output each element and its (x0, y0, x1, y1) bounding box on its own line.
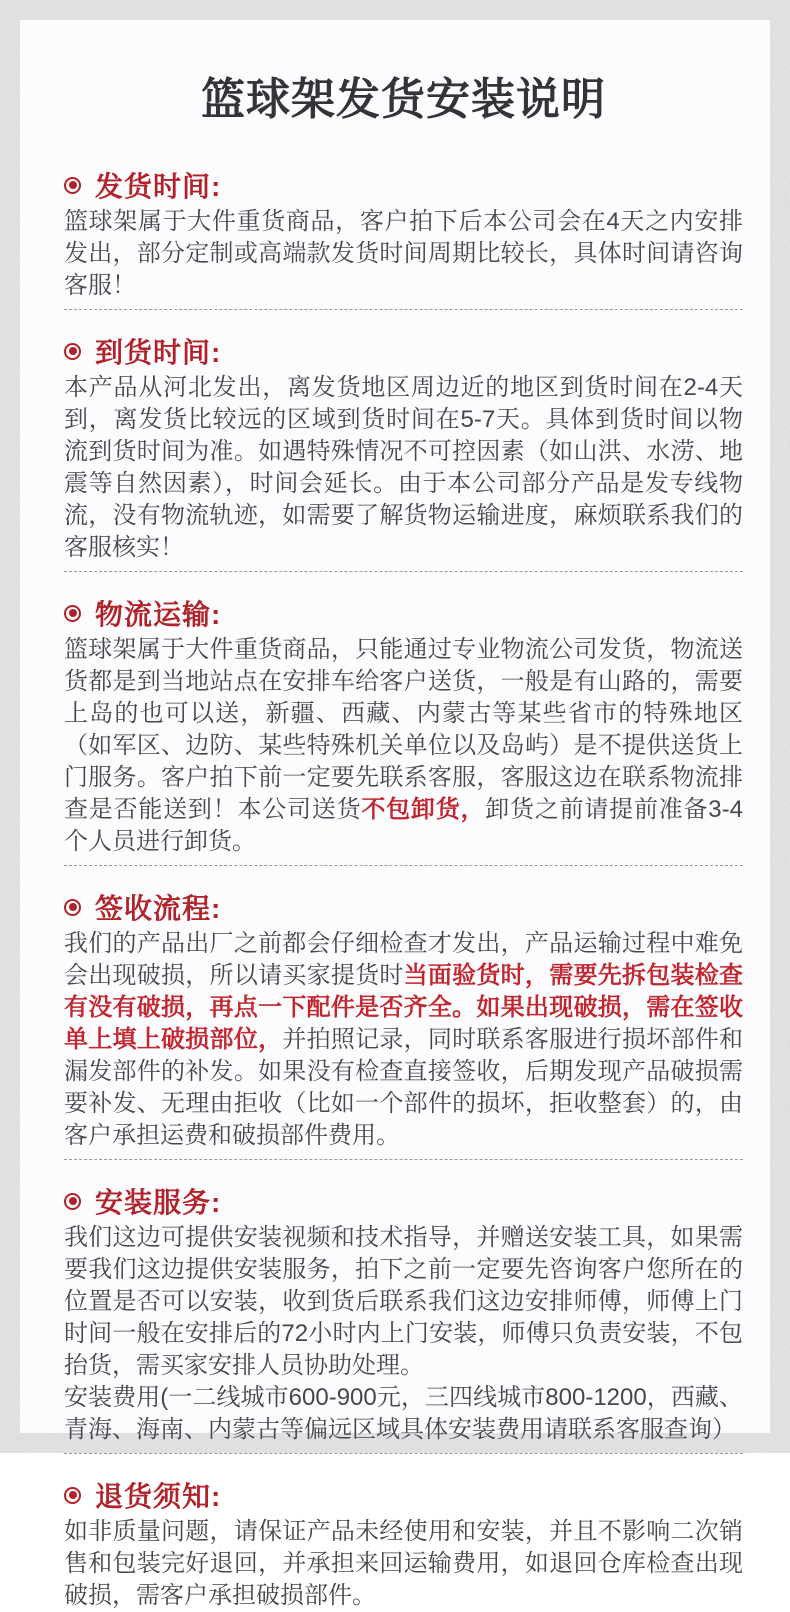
section-heading (64, 891, 743, 923)
section-heading (64, 597, 743, 629)
circle-dot-icon (64, 343, 81, 360)
section-body (64, 206, 743, 302)
section-signoff-process (64, 891, 743, 1160)
section-heading (64, 1185, 743, 1217)
body-text: 安装费用(一二线城市600-900元，三四线城市800-1200，西藏、青海、海南、内蒙古等偏远区域具体安装费用请联系客服查询） (64, 1384, 743, 1443)
section-body (64, 928, 743, 1152)
section-body (64, 372, 743, 564)
body-text: 篮球架属于大件重货商品，只能通过专业物流公司发货，物流送货都是到当地站点在安排车给客户送货，一般是有山路的，需要上岛的也可以送，新疆、西藏、内蒙古等某些省市的特殊地区（如军区、边防、某些特殊机关单位以及岛屿）是不提供送货上门服务。客户拍下前一定要先联系客服，客服这边在联系物流排查是否能送到！本公司送货 (64, 636, 743, 823)
section-divider (64, 865, 743, 866)
section-heading (64, 169, 743, 201)
section-body (64, 634, 743, 858)
body-text-emphasis: 不包卸货， (361, 796, 486, 823)
section-title: 发货时间: (95, 171, 222, 202)
section-shipping-time (64, 169, 743, 310)
circle-dot-icon (64, 899, 81, 916)
section-arrival-time (64, 335, 743, 572)
body-text: 我们的产品出厂之前都会仔细检查才发出，产品运输过程中难免会出现破损，所以请买家提货时 (64, 930, 743, 989)
section-installation-service (64, 1185, 743, 1454)
body-text: 并拍照记录，同时联系客服进行损坏部件和漏发部件的补发。如果没有检查直接签收，后期发现产品破损需要补发、无理由拒收（比如一个部件的损坏，拒收整套）的，由客户承担运费和破损部件费用。 (64, 1026, 744, 1149)
section-title: 退货须知: (95, 1481, 222, 1512)
section-heading (64, 335, 743, 367)
body-text: 我们这边可提供安装视频和技术指导，并赠送安装工具，如果需要我们这边提供安装服务，拍下之前一定要先咨询客户您所在的位置是否可以安装，收到货后联系我们这边安排师傅，师傅上门时间一般在安排后的72小时内上门安装，师傅只负责安装，不包抬货，需买家安排人员协助处理。 (64, 1224, 743, 1379)
section-logistics (64, 597, 743, 866)
section-divider (64, 1159, 743, 1160)
circle-dot-icon (64, 605, 81, 622)
section-title: 物流运输: (95, 599, 222, 630)
section-divider (64, 571, 743, 572)
content-card (20, 20, 770, 1609)
section-divider (64, 1453, 743, 1454)
circle-dot-icon (64, 1193, 81, 1210)
section-heading (64, 1479, 743, 1511)
section-title: 签收流程: (95, 893, 222, 924)
body-text-emphasis: 当面验货时，需要先拆包装检查有没有破损，再点一下配件是否齐全。如果出现破损，需在签收单上填上破损部位， (64, 962, 744, 1053)
section-return-notice (64, 1479, 743, 1612)
circle-dot-icon (64, 1487, 81, 1504)
circle-dot-icon (64, 177, 81, 194)
section-body (64, 1516, 743, 1612)
section-title: 到货时间: (95, 337, 222, 368)
page-title: 篮球架发货安装说明 (201, 75, 606, 124)
section-body-fee-note (64, 1382, 743, 1446)
section-divider (64, 309, 743, 310)
section-body (64, 1222, 743, 1382)
body-text: 卸货之前请提前准备3-4个人员进行卸货。 (64, 796, 743, 855)
body-text: 本产品从河北发出，离发货地区周边近的地区到货时间在2-4天到，离发货比较远的区域到货时间在5-7天。具体到货时间以物流到货时间为准。如遇特殊情况不可控因素（如山洪、水涝、地震等自然因素），时间会延长。由于本公司部分产品是发专线物流，没有物流轨迹，如需要了解货物运输进度，麻烦联系我们的客服核实！ (64, 374, 743, 561)
section-title: 安装服务: (95, 1187, 222, 1218)
body-text: 篮球架属于大件重货商品，客户拍下后本公司会在4天之内安排发出，部分定制或高端款发货时间周期比较长，具体时间请咨询客服！ (64, 208, 743, 299)
body-text: 如非质量问题，请保证产品未经使用和安装，并且不影响二次销售和包装完好退回，并承担来回运输费用，如退回仓库检查出现破损，需客户承担破损部件。 (64, 1518, 743, 1609)
